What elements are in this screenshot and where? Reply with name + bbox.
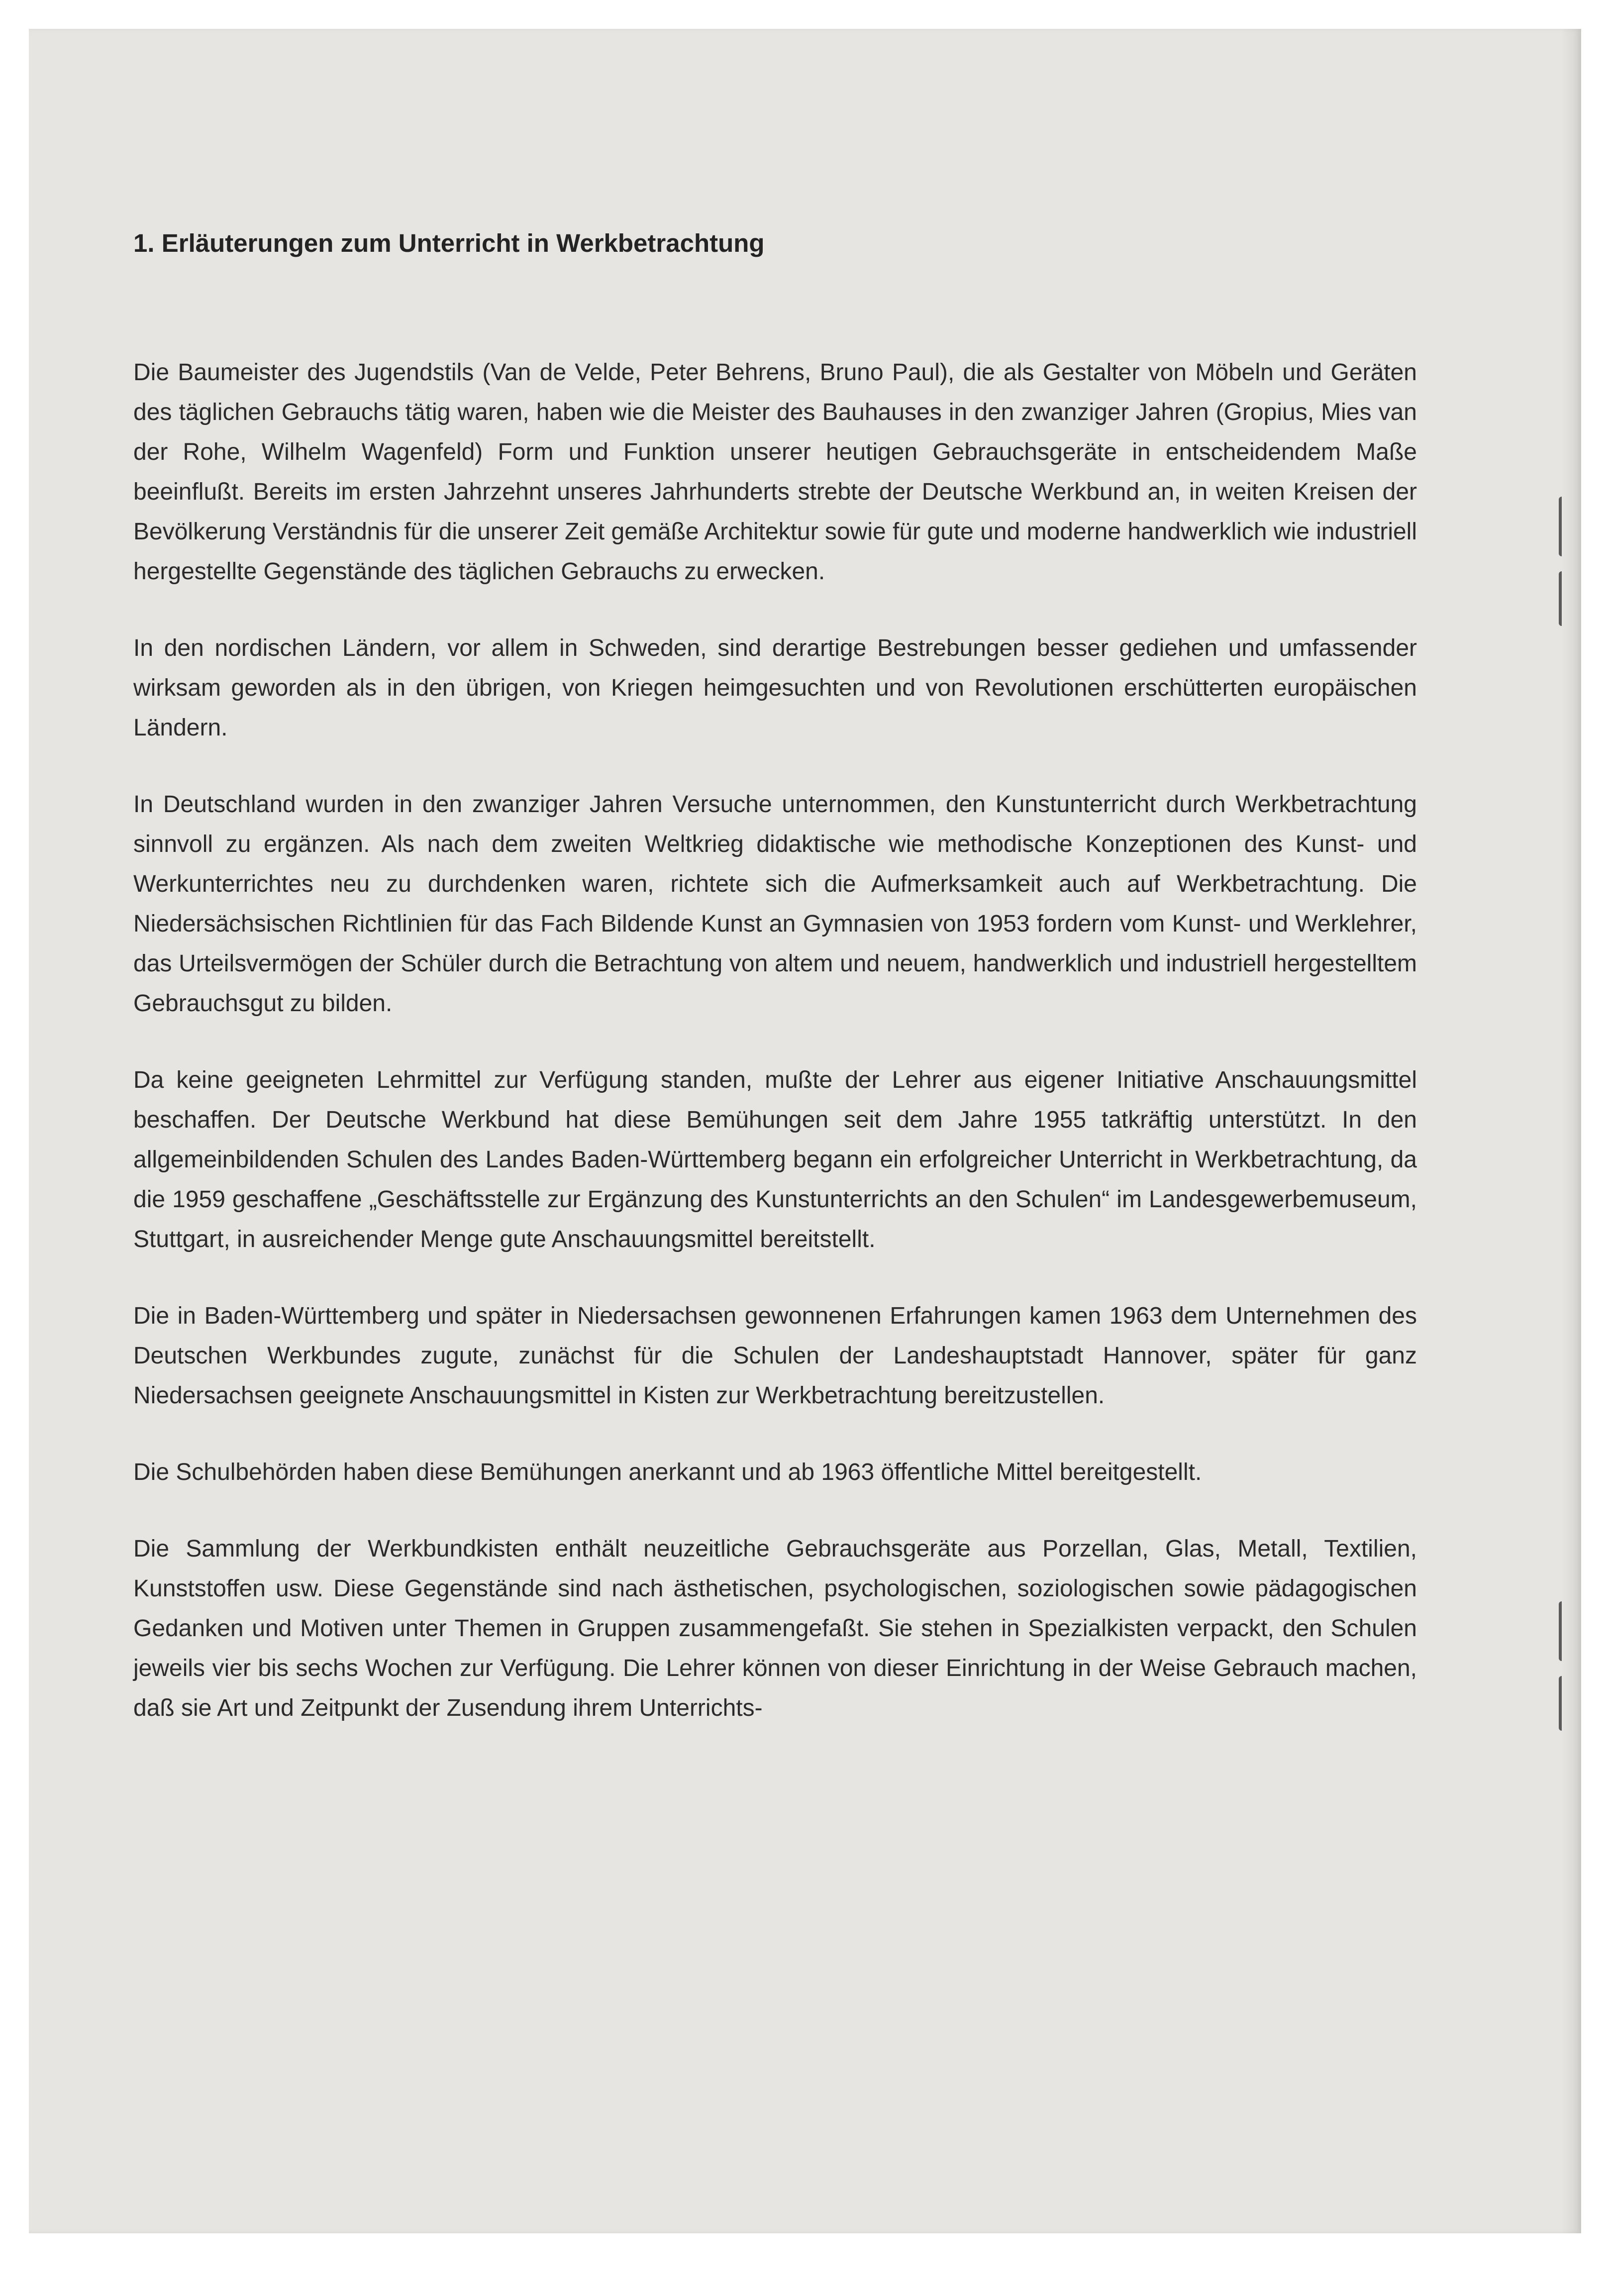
paragraph-germany: In Deutschland wurden in den zwanziger Jahren Versuche unternommen, den Kunstunterricht durch Werkbetrachtung sinnvoll zu ergänzen. Als nach dem zweiten Weltkrieg didaktische wie methodische Konzeptionen des Kunst- und Werkunterrichtes neu zu durchdenken waren, richtete sich die Aufmerksamkeit auch auf Werkbetrachtung. Die Niedersächsischen Richtlinien für das Fach Bildende Kunst an Gymnasien von 1953 fordern vom Kunst- und Werklehrer, das Urteilsvermögen der Schüler durch die Betrachtung von altem und neuem, handwerklich und industriell hergestelltem Gebrauchsgut zu bilden. <box>133 791 1417 1017</box>
staple-upper-2 <box>1559 571 1570 626</box>
paragraph-teaching-materials: Da keine geeigneten Lehrmittel zur Verfügung standen, mußte der Lehrer aus eigener Initiative Anschauungsmittel beschaffen. Der Deutsche Werkbund hat diese Bemühungen seit dem Jahre 1955 tatkräftig unterstützt. In den allgemeinbildenden Schulen des Landes Baden-Württemberg begann ein erfolgreicher Unterricht in Werkbetrachtung, da die 1959 geschaffene „Geschäftsstelle zur Ergänzung des Kunstunterrichts an den Schulen“ im Landesgewerbemuseum, Stuttgart, in ausreichender Menge gute Anschauungsmittel bereitstellt. <box>133 1067 1417 1253</box>
page-sheet <box>29 29 1581 2233</box>
section-heading: 1. Erläuterungen zum Unterricht in Werkbetrachtung <box>133 229 765 257</box>
paragraph-nordic-countries: In den nordischen Ländern, vor allem in Schweden, sind derartige Bestrebungen besser gediehen und umfassender wirksam geworden als in den übrigen, von Kriegen heimgesuchten und von Revolutionen erschütterten europäischen Ländern. <box>133 635 1417 741</box>
staple-lower-1 <box>1559 1601 1570 1661</box>
staple-upper-1 <box>1559 497 1570 556</box>
binding-edge <box>1561 29 1581 2233</box>
paragraph-werkbund-boxes: Die Sammlung der Werkbundkisten enthält neuzeitliche Gebrauchsgeräte aus Porzellan, Glas, Metall, Textilien, Kunststoffen usw. Diese Gegenstände sind nach ästhetischen, psychologischen, soziologischen sowie pädagogischen Gedanken und Motiven unter Themen in Gruppen zusammengefaßt. Sie stehen in Spezialkisten verpackt, den Schulen jeweils vier bis sechs Wochen zur Verfügung. Die Lehrer können von dieser Einrichtung in der Weise Gebrauch machen, daß sie Art und Zeitpunkt der Zusendung ihrem Unterrichts- <box>133 1536 1417 1722</box>
paragraph-jugendstil: Die Baumeister des Jugendstils (Van de Velde, Peter Behrens, Bruno Paul), die als Gestalter von Möbeln und Geräten des täglichen Gebrauchs tätig waren, haben wie die Meister des Bauhauses in den zwanziger Jahren (Gropius, Mies van der Rohe, Wilhelm Wagenfeld) Form und Funktion unserer heutigen Gebrauchsgeräte in entscheidendem Maße beeinflußt. Bereits im ersten Jahrzehnt unseres Jahrhunderts strebte der Deutsche Werkbund an, in weiten Kreisen der Bevölkerung Verständnis für die unserer Zeit gemäße Architektur sowie für gute und moderne handwerklich wie industriell hergestellte Gegenstände des täglichen Gebrauchs zu erwecken. <box>133 359 1417 585</box>
paragraph-school-authorities: Die Schulbehörden haben diese Bemühungen anerkannt und ab 1963 öffentliche Mittel bereitgestellt. <box>133 1459 1202 1486</box>
document-body <box>133 228 1417 1765</box>
paragraph-experiences: Die in Baden-Württemberg und später in Niedersachsen gewonnenen Erfahrungen kamen 1963 dem Unternehmen des Deutschen Werkbundes zugute, zunächst für die Schulen der Landeshauptstadt Hannover, später für ganz Niedersachsen geeignete Anschauungsmittel in Kisten zur Werkbetrachtung bereitzustellen. <box>133 1303 1417 1409</box>
staple-lower-2 <box>1559 1676 1570 1731</box>
